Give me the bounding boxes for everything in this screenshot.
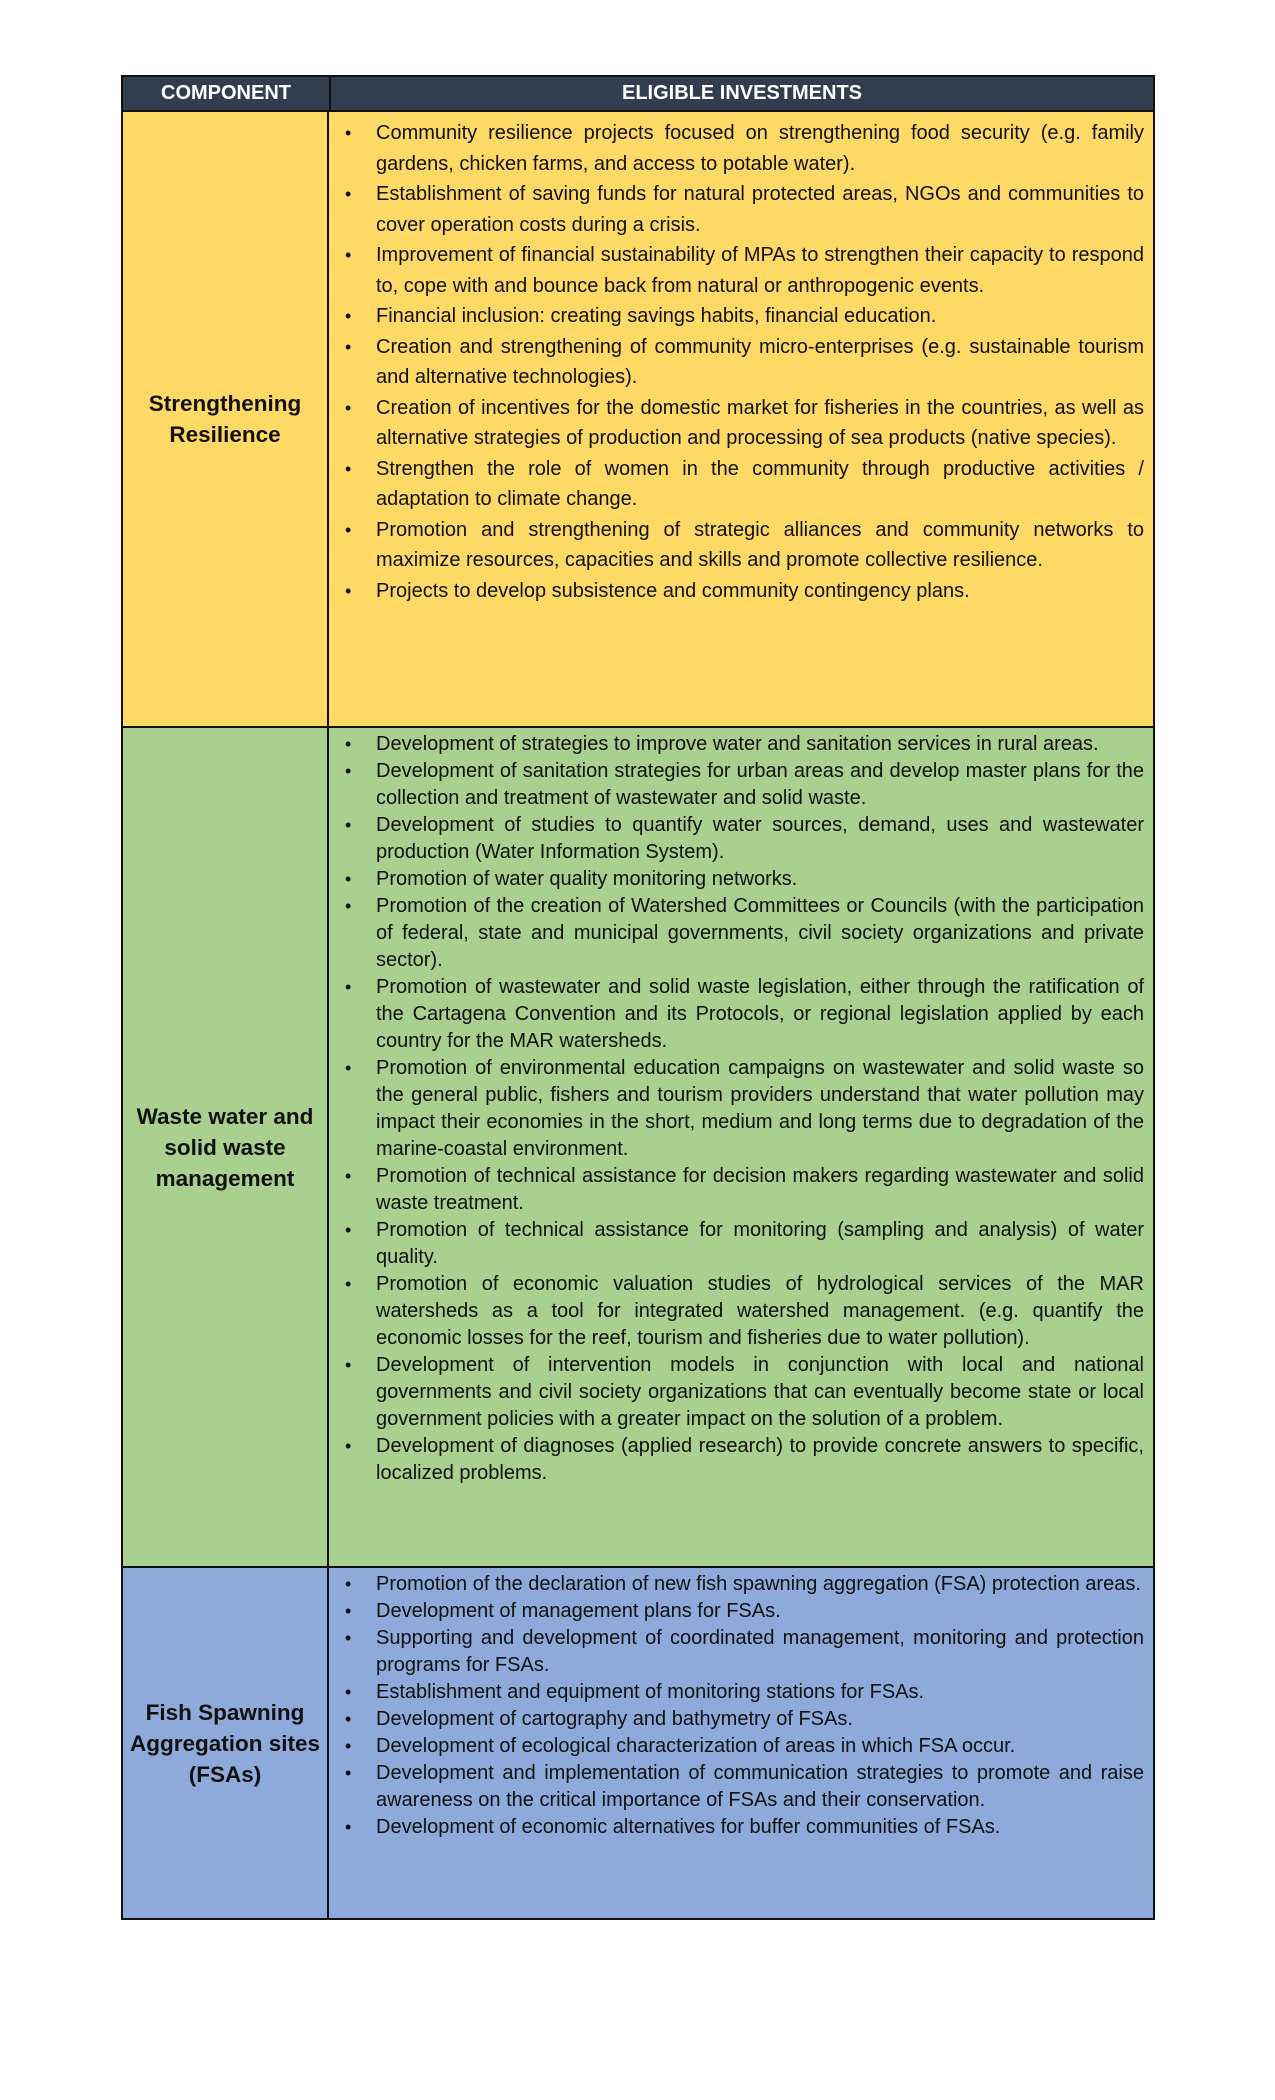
header-eligible-investments: ELIGIBLE INVESTMENTS <box>621 82 863 104</box>
investment-text: Establishment of saving funds for natural protected areas, NGOs and communities to cover operation costs during a crisis. <box>376 183 1144 236</box>
bullet-icon: • <box>345 761 352 781</box>
investment-item <box>341 758 1144 812</box>
investment-text: Development of economic alternatives for buffer communities of FSAs. <box>376 1816 1001 1838</box>
investment-item <box>341 1625 1144 1679</box>
bullet-icon: • <box>345 734 352 754</box>
bullet-icon: • <box>345 580 352 601</box>
investments-list <box>341 118 1144 606</box>
investment-item <box>341 1679 1144 1706</box>
investment-item <box>341 974 1144 1055</box>
investment-item <box>341 1055 1144 1163</box>
investment-text: Promotion of water quality monitoring networks. <box>376 868 798 890</box>
bullet-icon: • <box>345 1436 352 1456</box>
investment-text: Development of ecological characterization of areas in which FSA occur. <box>376 1735 1016 1757</box>
investment-text: Development of cartography and bathymetry of FSAs. <box>376 1708 853 1730</box>
bullet-icon: • <box>345 869 352 889</box>
bullet-icon: • <box>345 1736 352 1756</box>
investment-text: Development of sanitation strategies for urban areas and develop master plans for the collection and treatment of wastewater and solid waste. <box>376 760 1144 809</box>
bullet-icon: • <box>345 1274 352 1294</box>
investment-text: Development and implementation of communication strategies to promote and raise awareness on the critical importance of FSAs and their conservation. <box>376 1762 1144 1811</box>
investments-list <box>341 731 1144 1487</box>
investment-item <box>341 1706 1144 1733</box>
investment-text: Promotion of economic valuation studies of hydrological services of the MAR watersheds as a tool for integrated watershed management. (e.g. quantify the economic losses for the reef, tourism and fisheries due to water pollution). <box>376 1273 1144 1349</box>
investment-item <box>341 393 1144 454</box>
investment-item <box>341 1352 1144 1433</box>
investment-text: Creation and strengthening of community micro-enterprises (e.g. sustainable tourism and alternative technologies). <box>376 335 1144 388</box>
investment-item <box>341 893 1144 974</box>
investment-text: Promotion of the creation of Watershed Committees or Councils (with the participation of federal, state and municipal governments, civil society organizations and private sector). <box>376 895 1144 971</box>
investment-text: Projects to develop subsistence and community contingency plans. <box>376 579 970 602</box>
investment-text: Promotion of the declaration of new fish spawning aggregation (FSA) protection areas. <box>376 1573 1141 1595</box>
component-label: Strengthening Resilience <box>123 112 329 726</box>
component-label: Fish Spawning Aggregation sites (FSAs) <box>123 1568 329 1918</box>
investment-text: Community resilience projects focused on strengthening food security (e.g. family gardens, chicken farms, and access to potable water). <box>376 122 1144 175</box>
bullet-icon: • <box>345 1355 352 1375</box>
investments-cell <box>329 1568 1153 1918</box>
investments-cell <box>329 112 1153 726</box>
investment-text: Development of strategies to improve water and sanitation services in rural areas. <box>376 733 1099 755</box>
investment-item <box>341 1433 1144 1487</box>
investment-item <box>341 1760 1144 1814</box>
investment-text: Development of management plans for FSAs. <box>376 1600 781 1622</box>
investment-item <box>341 240 1144 301</box>
investment-item <box>341 731 1144 758</box>
bullet-icon: • <box>345 1058 352 1078</box>
bullet-icon: • <box>345 1601 352 1621</box>
bullet-icon: • <box>345 1574 352 1594</box>
investment-text: Improvement of financial sustainability of MPAs to strengthen their capacity to respond to, cope with and bounce back from natural or anthropogenic events. <box>376 244 1144 297</box>
investment-text: Supporting and development of coordinated management, monitoring and protection programs for FSAs. <box>376 1627 1144 1676</box>
bullet-icon: • <box>345 245 352 265</box>
investment-text: Development of intervention models in conjunction with local and national governments and civil society organizations that can eventually become state or local government policies with a greater impact on the solution of a problem. <box>376 1354 1144 1430</box>
investment-item <box>341 179 1144 240</box>
bullet-icon: • <box>345 123 352 143</box>
header-component: COMPONENT <box>123 77 331 110</box>
investment-text: Promotion and strengthening of strategic alliances and community networks to maximize resources, capacities and skills and promote collective resilience. <box>376 518 1144 571</box>
bullet-icon: • <box>345 1220 352 1240</box>
investment-text: Development of studies to quantify water sources, demand, uses and wastewater production (Water Information System). <box>376 814 1144 863</box>
investment-text: Promotion of wastewater and solid waste legislation, either through the ratification of the Cartagena Convention and its Protocols, or regional legislation applied by each country for the MAR watersheds. <box>376 976 1144 1052</box>
investment-item <box>341 1733 1144 1760</box>
bullet-icon: • <box>345 977 352 997</box>
bullet-icon: • <box>345 1682 352 1702</box>
investment-item <box>341 515 1144 576</box>
investments-cell <box>329 728 1153 1566</box>
row-waste-water-management <box>123 726 1153 1566</box>
investment-text: Creation of incentives for the domestic market for fisheries in the countries, as well as alternative strategies of production and processing of sea products (native species). <box>376 396 1144 449</box>
investment-item <box>341 1163 1144 1217</box>
bullet-icon: • <box>345 1166 352 1186</box>
investment-item <box>341 576 1144 607</box>
row-strengthening-resilience <box>123 112 1153 726</box>
investment-text: Promotion of technical assistance for monitoring (sampling and analysis) of water quality. <box>376 1219 1144 1268</box>
investment-item <box>341 1814 1144 1841</box>
investment-item <box>341 118 1144 179</box>
component-label: Waste water and solid waste management <box>123 728 329 1566</box>
bullet-icon: • <box>345 1763 352 1783</box>
bullet-icon: • <box>345 397 352 418</box>
investment-text: Strengthen the role of women in the community through productive activities / adaptation to climate change. <box>376 457 1144 510</box>
row-fish-spawning-aggregation <box>123 1566 1153 1918</box>
investment-text: Promotion of technical assistance for decision makers regarding wastewater and solid waste treatment. <box>376 1165 1144 1214</box>
investment-item <box>341 301 1144 332</box>
investment-item <box>341 866 1144 893</box>
investment-item <box>341 332 1144 393</box>
investment-item <box>341 454 1144 515</box>
investment-text: Promotion of environmental education campaigns on wastewater and solid waste so the general public, fishers and tourism providers understand that water pollution may impact their economies in the short, medium and long terms due to degradation of the marine-coastal environment. <box>376 1057 1144 1160</box>
eligible-investments-table <box>121 75 1155 1920</box>
investments-list <box>341 1571 1144 1841</box>
bullet-icon: • <box>345 306 352 326</box>
bullet-icon: • <box>345 1817 352 1837</box>
investment-text: Development of diagnoses (applied research) to provide concrete answers to specific, localized problems. <box>376 1435 1144 1484</box>
table-header <box>123 77 1153 112</box>
investment-text: Financial inclusion: creating savings habits, financial education. <box>376 305 937 327</box>
investment-item <box>341 1217 1144 1271</box>
bullet-icon: • <box>345 184 352 204</box>
bullet-icon: • <box>345 458 352 479</box>
investment-text: Establishment and equipment of monitoring stations for FSAs. <box>376 1681 925 1703</box>
bullet-icon: • <box>345 1709 352 1729</box>
investment-item <box>341 1571 1144 1598</box>
bullet-icon: • <box>345 815 352 835</box>
bullet-icon: • <box>345 1628 352 1648</box>
investment-item <box>341 812 1144 866</box>
bullet-icon: • <box>345 336 352 357</box>
investment-item <box>341 1598 1144 1625</box>
bullet-icon: • <box>345 896 352 916</box>
bullet-icon: • <box>345 519 352 540</box>
investment-item <box>341 1271 1144 1352</box>
